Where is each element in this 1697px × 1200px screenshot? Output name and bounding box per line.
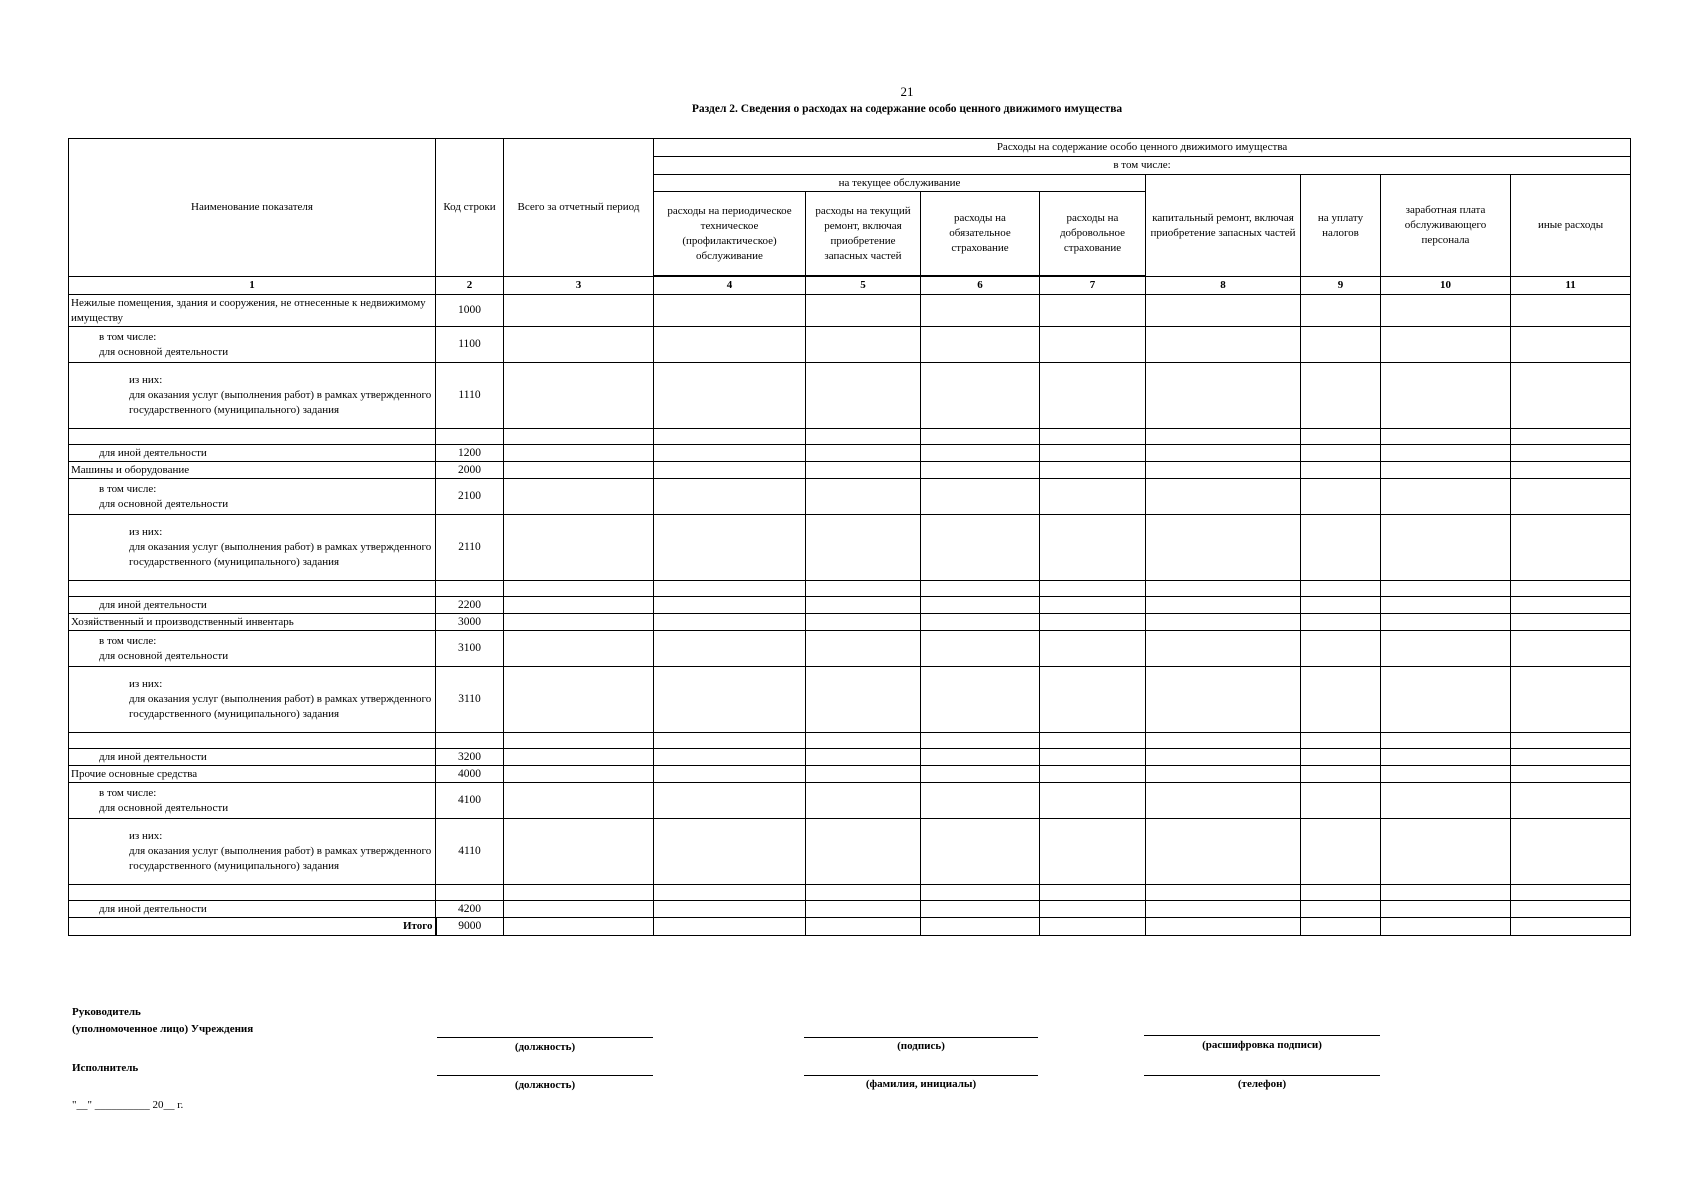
table-row <box>69 766 1631 783</box>
header-total: Всего за отчетный период <box>504 139 654 277</box>
table-row <box>69 597 1631 614</box>
row-code: 4100 <box>436 783 504 819</box>
table-row <box>69 462 1631 479</box>
row-name: Прочие основные средства <box>69 766 436 783</box>
row-code: 2110 <box>436 515 504 581</box>
decoding-line <box>1144 1035 1380 1036</box>
header-col5: расходы на текущий ремонт, включая приобретение запасных частей <box>806 192 921 276</box>
colnum: 8 <box>1146 277 1301 295</box>
row-code: 4200 <box>436 901 504 918</box>
header-col4: расходы на периодическое техническое (профилактическое) обслуживание <box>654 192 806 276</box>
row-name: для оказания услуг (выполнения работ) в рамках утвержденного государственного (муниципального) задания <box>129 693 432 720</box>
table-row <box>69 479 1631 515</box>
total-label: Итого <box>69 918 436 936</box>
table-row <box>69 445 1631 462</box>
row-name-prefix: в том числе: <box>99 786 157 799</box>
row-code: 4110 <box>436 819 504 885</box>
row-code: 1110 <box>436 363 504 429</box>
row-name: для оказания услуг (выполнения работ) в рамках утвержденного государственного (муниципального) задания <box>129 845 432 872</box>
table-row-empty <box>69 733 1631 749</box>
row-name: для основной деятельности <box>99 345 229 358</box>
head-label: Руководитель <box>72 1006 141 1018</box>
row-name-prefix: в том числе: <box>99 482 157 495</box>
executor-label: Исполнитель <box>72 1062 139 1074</box>
row-code: 3200 <box>436 749 504 766</box>
table-row-empty <box>69 581 1631 597</box>
position-line <box>437 1037 653 1038</box>
table-row <box>69 749 1631 766</box>
row-name: для иной деятельности <box>69 901 436 918</box>
executor-name-caption: (фамилия, инициалы) <box>865 1078 977 1090</box>
row-name: для оказания услуг (выполнения работ) в рамках утвержденного государственного (муниципального) задания <box>129 541 432 568</box>
header-name: Наименование показателя <box>69 139 436 277</box>
column-numbers-row <box>69 277 1631 295</box>
signature-caption: (подпись) <box>897 1040 945 1052</box>
colnum: 2 <box>436 277 504 295</box>
table-row <box>69 363 1631 429</box>
table-row <box>69 614 1631 631</box>
row-code: 3110 <box>436 667 504 733</box>
header-current-service: на текущее обслуживание <box>654 175 1146 192</box>
header-col10: заработная плата обслуживающего персонала <box>1381 175 1511 277</box>
colnum: 1 <box>69 277 436 295</box>
row-code: 1100 <box>436 327 504 363</box>
colnum: 6 <box>921 277 1040 295</box>
table-row <box>69 327 1631 363</box>
row-code: 2000 <box>436 462 504 479</box>
table-row <box>69 631 1631 667</box>
executor-position-line <box>437 1075 653 1076</box>
row-name-prefix: из них: <box>129 526 163 538</box>
row-name: для иной деятельности <box>69 445 436 462</box>
phone-caption: (телефон) <box>1237 1078 1287 1090</box>
row-name: Хозяйственный и производственный инвентарь <box>69 614 436 631</box>
section-title: Раздел 2. Сведения о расходах на содержание особо ценного движимого имущества <box>691 103 1123 115</box>
executor-position-caption: (должность) <box>514 1079 576 1091</box>
header-code: Код строки <box>436 139 504 277</box>
signature-line <box>804 1037 1038 1038</box>
row-name-prefix: из них: <box>129 830 163 842</box>
row-name-prefix: в том числе: <box>99 634 157 647</box>
row-name: для основной деятельности <box>99 649 229 662</box>
row-name: для иной деятельности <box>69 749 436 766</box>
header-col7: расходы на добровольное страхование <box>1040 192 1146 276</box>
total-code: 9000 <box>436 918 504 936</box>
header-including: в том числе: <box>654 157 1631 175</box>
decoding-caption: (расшифровка подписи) <box>1202 1039 1322 1051</box>
page-number: 21 <box>900 84 914 99</box>
header-col9: на уплату налогов <box>1301 175 1381 277</box>
row-name: для основной деятельности <box>99 801 229 814</box>
header-col6: расходы на обязательное страхование <box>921 192 1040 276</box>
colnum: 4 <box>654 277 806 295</box>
executor-name-line <box>804 1075 1038 1076</box>
row-name: Нежилые помещения, здания и сооружения, не отнесенные к недвижимому имуществу <box>69 295 436 327</box>
row-name: для иной деятельности <box>69 597 436 614</box>
date-line: "__" __________ 20__ г. <box>72 1099 184 1111</box>
head-label-sub: (уполномоченное лицо) Учреждения <box>72 1023 254 1035</box>
table-row <box>69 515 1631 581</box>
colnum: 5 <box>806 277 921 295</box>
row-code: 3000 <box>436 614 504 631</box>
colnum: 3 <box>504 277 654 295</box>
row-name-prefix: в том числе: <box>99 330 157 343</box>
colnum: 11 <box>1511 277 1631 295</box>
table-row-empty <box>69 429 1631 445</box>
table-row-total <box>69 918 1631 936</box>
position-caption: (должность) <box>514 1041 576 1053</box>
table-row <box>69 819 1631 885</box>
row-code: 1200 <box>436 445 504 462</box>
header-col8: капитальный ремонт, включая приобретение запасных частей <box>1146 175 1301 277</box>
table-row <box>69 901 1631 918</box>
row-name-prefix: из них: <box>129 374 163 386</box>
row-code: 2200 <box>436 597 504 614</box>
phone-line <box>1144 1075 1380 1076</box>
table-row <box>69 295 1631 327</box>
row-code: 4000 <box>436 766 504 783</box>
row-code: 2100 <box>436 479 504 515</box>
table-row <box>69 783 1631 819</box>
header-group: Расходы на содержание особо ценного движимого имущества <box>654 139 1631 157</box>
row-code: 1000 <box>436 295 504 327</box>
row-name: для оказания услуг (выполнения работ) в рамках утвержденного государственного (муниципального) задания <box>129 389 432 416</box>
table-row <box>69 667 1631 733</box>
colnum: 9 <box>1301 277 1381 295</box>
header-col11: иные расходы <box>1511 175 1631 277</box>
colnum: 7 <box>1040 277 1146 295</box>
table-row-empty <box>69 885 1631 901</box>
row-name: Машины и оборудование <box>69 462 436 479</box>
expenses-table <box>68 138 1631 936</box>
row-code: 3100 <box>436 631 504 667</box>
colnum: 10 <box>1381 277 1511 295</box>
row-name: для основной деятельности <box>99 497 229 510</box>
row-name-prefix: из них: <box>129 678 163 690</box>
